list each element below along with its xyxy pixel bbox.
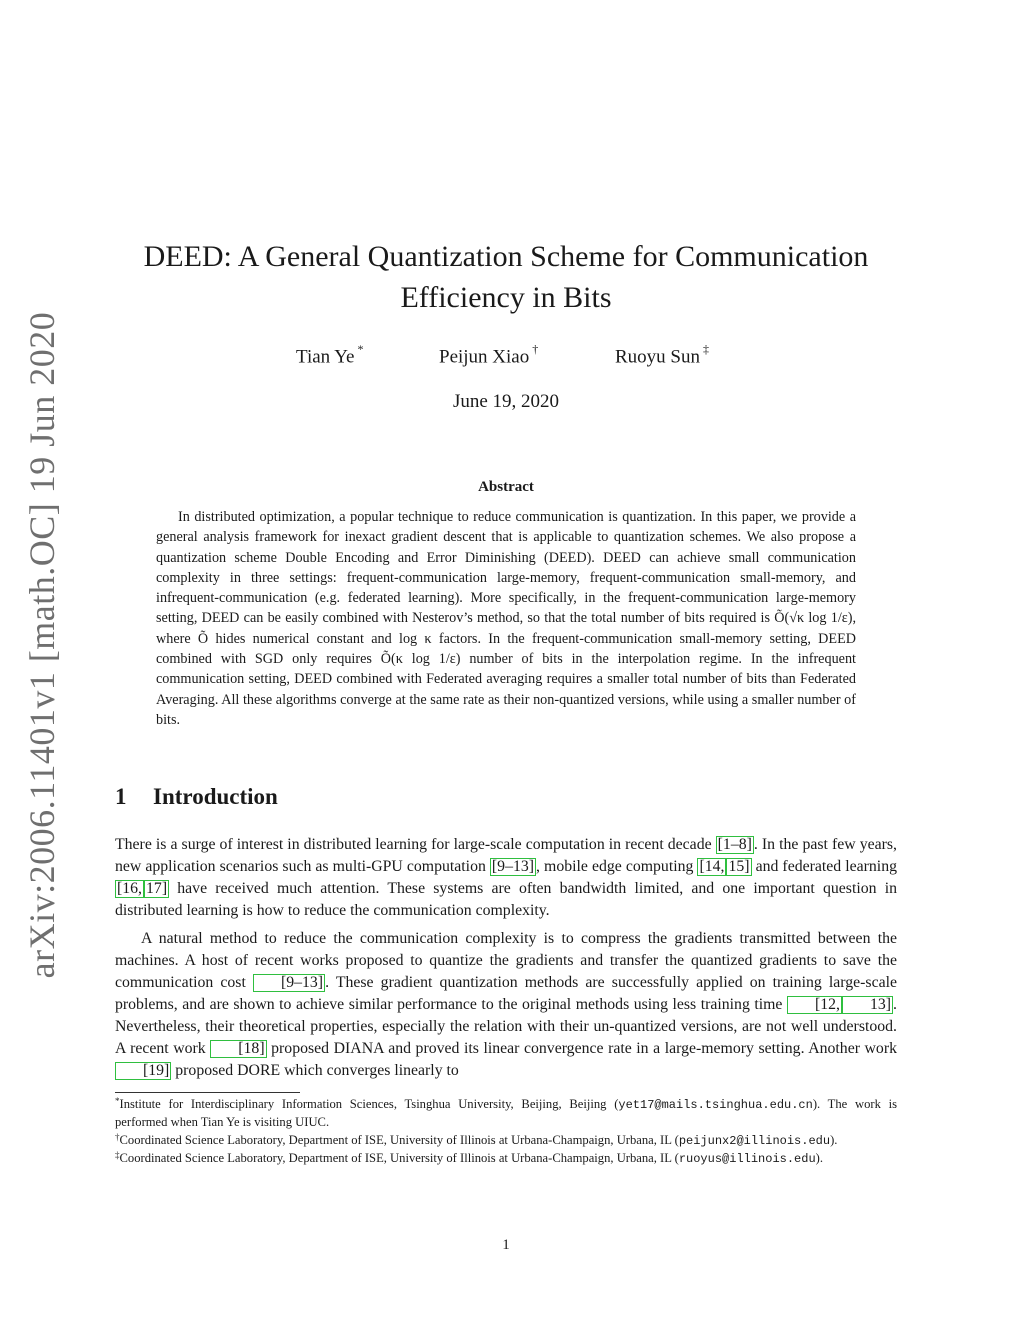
citation-link[interactable]: 13] (842, 996, 893, 1014)
email-link[interactable]: peijunx2@illinois.edu (678, 1133, 831, 1148)
citation-link[interactable]: [1–8] (717, 836, 752, 853)
author-2: Peijun Xiao † (439, 342, 539, 368)
footnote-2: †Coordinated Science Laboratory, Department of ISE, University of Illinois at Urbana-Champaign, Urbana, IL (peijunx2@illinois.edu). (115, 1131, 838, 1148)
section-heading (115, 784, 278, 810)
citation-link[interactable]: [18] (210, 1040, 266, 1058)
title-line-1: DEED: A General Quantization Scheme for Communication (143, 240, 869, 273)
title-line-2: Efficiency in Bits (400, 281, 612, 314)
paper-date: June 19, 2020 (452, 391, 560, 412)
paragraph-2: A natural method to reduce the communication complexity is to compress the gradients transmitted between the machines. A host of recent works proposed to quantize the gradients and transfer the quantized gradients to save the communication cost [9–13] . These gradient quantization methods are successfully applied on training large-scale problems, and are shown to achieve similar performance to the original methods using less training time [12, 13] . Nevertheless, their theoretical properties, especially the relation with their un-quantized versions, are not well understood. A recent work [18] proposed DIANA and proved its linear convergence rate in a large-memory setting. Another work [19] proposed DORE which converges linearly to (115, 930, 897, 1079)
footnote-divider (115, 1092, 300, 1093)
author-1: Tian Ye * (296, 342, 364, 368)
citation-link[interactable]: [19] (115, 1062, 171, 1080)
introduction-body (115, 834, 897, 1082)
citation-link[interactable]: 15] (728, 858, 750, 875)
citation-link[interactable]: [9–13] (253, 974, 325, 992)
section-title: Introduction (153, 784, 278, 809)
footnotes (115, 1096, 897, 1168)
citation-link[interactable]: 17] (146, 880, 168, 897)
paragraph-1: There is a surge of interest in distributed learning for large-scale computation in recent decade [1–8] . In the past few years, new application scenarios such as multi-GPU computation [9–13] , mobile edge computing [14, 15] and federated learning [16, 17] have received much attention. These systems are often bandwidth limited, and one important question in distributed learning is how to reduce the communication complexity. (115, 836, 897, 919)
footnote-3: ‡Coordinated Science Laboratory, Department of ISE, University of Illinois at Urbana-Champaign, Urbana, IL (ruoyus@illinois.edu). (115, 1149, 823, 1166)
citation-link[interactable]: [16, (117, 880, 143, 897)
citation-link[interactable]: [14, (699, 858, 725, 875)
page-number: 1 (502, 1237, 510, 1253)
citation-link[interactable]: [12, (787, 996, 842, 1014)
arxiv-side-stamp: arXiv:2006.11401v1 [math.OC] 19 Jun 2020 (22, 311, 62, 979)
footnote-1: *Institute for Interdisciplinary Information Sciences, Tsinghua University, Beijing, Beijing (yet17@mails.tsinghua.edu.cn). The work is performed when Tian Ye is visiting UIUC. (115, 1096, 897, 1130)
abstract-body (156, 507, 856, 730)
paper-title (115, 236, 897, 318)
abstract-heading: Abstract (478, 479, 534, 495)
abstract-text: In distributed optimization, a popular technique to reduce communication is quantization. In this paper, we provide a general analysis framework for inexact gradient descent that is applicable to quantization schemes. We also propose a quantization scheme Double Encoding and Error Diminishing (DEED). DEED can achieve small communication complexity in three settings: frequent-communication large-memory, frequent-communication small-memory, and infrequent-communication (e.g. federated learning). More specifically, in the frequent-communication large-memory setting, DEED can be easily combined with Nesterov’s method, so that the total number of bits required is Õ(√κ log 1/ε), where Õ hides numerical constant and log κ factors. In the frequent-communication small-memory setting, DEED combined with SGD only requires Õ(κ log 1/ε) number of bits in the interpolation regime. In the infrequent communication setting, DEED combined with Federated averaging requires a smaller total number of bits than Federated Averaging. All these algorithms converge at the same rate as their non-quantized versions, while using a smaller number of bits. (156, 509, 856, 728)
email-link[interactable]: yet17@mails.tsinghua.edu.cn (618, 1098, 813, 1112)
author-3: Ruoyu Sun ‡ (615, 342, 709, 368)
section-number: 1 (115, 784, 127, 809)
email-link[interactable]: ruoyus@illinois.edu (678, 1151, 816, 1166)
citation-link[interactable]: [9–13] (491, 858, 535, 875)
